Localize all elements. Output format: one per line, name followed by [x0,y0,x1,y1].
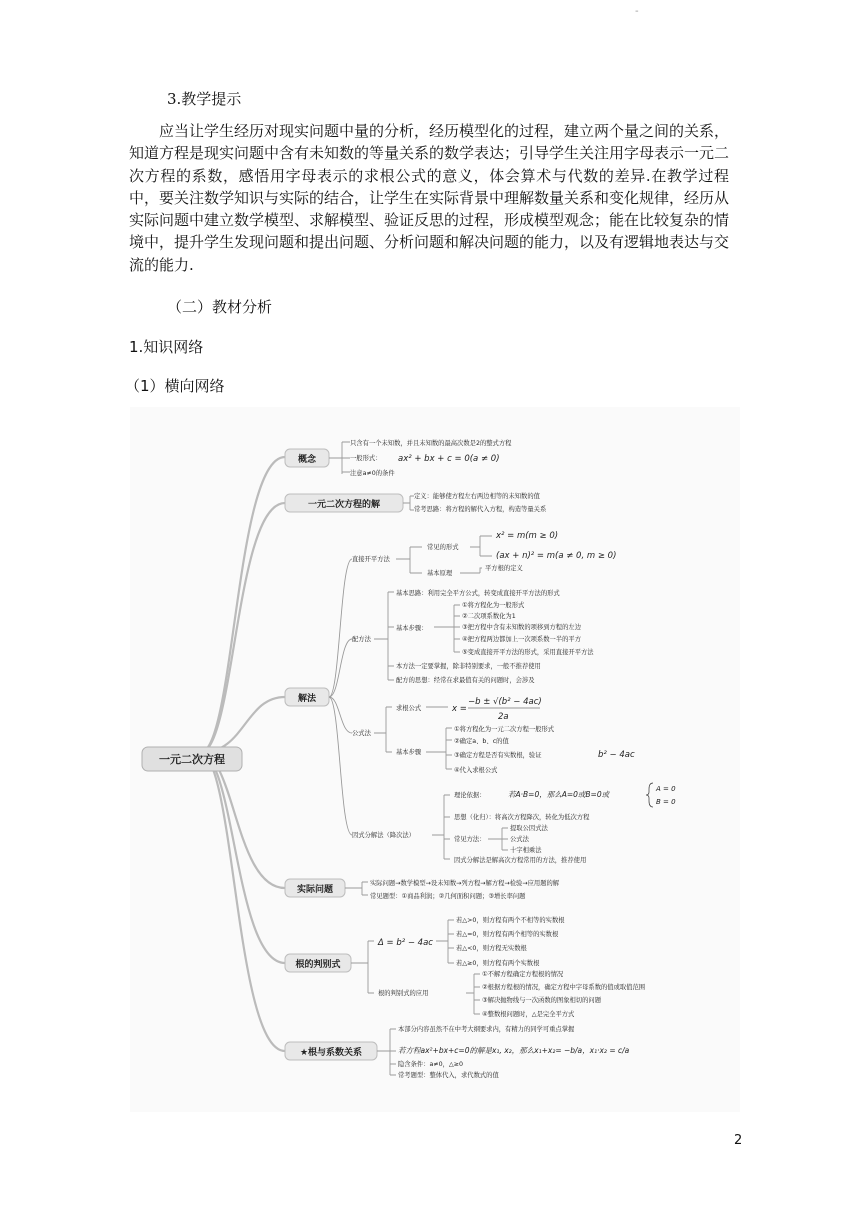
discriminant-case-2: 若△=0，则方程有两个相等的实数根 [456,931,559,938]
practical-process: 实际问题→数学模型→设未知数→列方程→解方程→检验→应用题的解 [370,880,560,887]
direct-basic-principle-label: 基本原理 [427,570,453,577]
node-solving-methods [285,688,329,706]
root-formula-denominator: 2a [498,712,509,722]
completing-step-4: ④把方程两边都加上一次项系数一半的平方 [462,636,581,643]
concept-general-form: ax² + bx + c = 0(a ≠ 0) [398,454,500,464]
factoring-method-1: 提取公因式法 [510,825,548,832]
direct-basic-principle: 平方根的定义 [485,565,523,572]
direct-common-form-label: 常见的形式 [427,544,459,551]
factoring-method: 因式分解法（降次法） [352,832,415,839]
formula-step-4: ④代入求根公式 [454,767,498,774]
formula-steps-label: 基本步骤 [396,749,422,756]
teaching-tips-paragraph: 应当让学生经历对现实问题中量的分析，经历模型化的过程，建立两个量之间的关系，知道方程是现实问题中含有未知数的等量关系的数学表达；引导学生关注用字母表示一元二次方程的系数，感悟用字母表示的求根公式的意义，体会算术与代数的差异.在教学过程中，要关注数学知识与实际的结合，让学生在实际背景中理解数量关系和变化规律，经历从实际问题中建立数学模型、求解模型、验证反思的过程，形成模型观念；能在比较复杂的情境中，提升学生发现问题和提出问题、分析问题和解决问题的能力，以及有逻辑地表达与交流的能力. [129,122,730,274]
direct-form-1: x² = m(m ≥ 0) [496,531,559,541]
discriminant-case-3: 若△<0，则方程无实数根 [456,945,527,952]
factoring-method-2: 公式法 [510,836,529,843]
completing-step-5: ⑤变成直接开平方法的形式，采用直接开平方法 [462,649,594,656]
discriminant-formula: Δ = b² − 4ac [378,938,433,948]
header-mark: - [635,6,639,17]
page-number: 2 [734,1133,743,1148]
direct-form-2: (ax + n)² = m(a ≠ 0, m ≥ 0) [496,551,617,561]
formula-step-2: ②确定a、b、c的值 [454,738,509,745]
discriminant-case-4: 若△≥0，则方程有两个实数根 [456,960,540,967]
vieta-common-types: 常考题型：整体代入，求代数式的值 [398,1072,499,1079]
discriminant-case-1: 若△>0，则方程有两个不相等的实数根 [456,917,565,924]
node-solution-definition [285,494,403,512]
completing-note-2: 配方的思想：经常在求最值有关的问题时，会涉及 [396,677,535,684]
formula-step-3-expression: b² − 4ac [598,750,635,760]
horizontal-network-heading: （1）横向网络 [125,377,225,395]
solution-definition-idea: 常考思路：将方程的解代入方程，构造等量关系 [414,506,547,513]
factoring-case-a: A = 0 [656,785,676,793]
section-heading: 3.教学提示 [167,90,242,108]
formula-step-1: ①将方程化为一元二次方程一般形式 [454,726,555,733]
root-node [142,747,242,771]
concept-note: 注意a≠0的条件 [350,470,395,477]
direct-root-method: 直接开平方法 [352,556,390,563]
completing-step-1: ①将方程化为一般形式 [462,602,525,609]
svg-text:概念: 概念 [297,455,317,465]
node-discriminant [285,954,351,972]
factoring-idea: 思想（化归）：将高次方程降次，转化为低次方程 [454,814,590,821]
completing-steps-label: 基本步骤： [396,625,428,632]
completing-square-method: 配方法 [352,636,371,643]
discriminant-application-1: ①不解方程确定方程根的情况 [482,971,564,978]
completing-step-2: ②二次项系数化为1 [462,613,516,620]
node-practical-problems [285,879,345,897]
discriminant-application-label: 根的判别式的应用 [378,990,429,997]
svg-text:根的判别式: 根的判别式 [295,960,341,970]
root-formula-numerator: −b ± √(b² − 4ac) [468,697,542,707]
svg-text:实际问题: 实际问题 [296,885,334,895]
discriminant-application-4: ④整数根问题时，△是完全平方式 [482,1011,575,1018]
svg-text:一元二次方程: 一元二次方程 [159,753,225,766]
textbook-analysis-heading: （二）教材分析 [167,298,273,316]
vieta-formula: 若方程ax²+bx+c=0的解是x₁, x₂，那么x₁+x₂= −b/a，x₁·x₂ = c/a [398,1046,630,1055]
completing-note-1: 本方法一定要掌握，除非特别要求，一般不推荐使用 [396,663,541,670]
factoring-theory-label: 理论依据： [454,792,486,799]
mind-map-svg [130,407,740,1112]
factoring-theory: 若A·B=0，那么A=0或B=0或 [508,790,610,799]
root-formula-lhs: x = [452,704,467,714]
factoring-method-3: 十字相乘法 [510,847,542,854]
solution-definition-text: 定义：能够使方程左右两边相等的未知数的值 [414,493,540,500]
completing-idea: 基本思路：利用完全平方公式，转变成直接开平方法的形式 [396,590,560,597]
node-vieta-relations [285,1042,377,1060]
svg-text:解法: 解法 [297,694,317,704]
formula-step-3: ③确定方程是否有实数根，验证 [454,752,542,759]
concept-general-form-label: 一般形式： [350,455,382,462]
discriminant-application-2: ②根据方程根的情况，确定方程中字母系数的值或取值范围 [482,984,646,991]
svg-text:一元二次方程的解: 一元二次方程的解 [307,500,381,510]
vieta-implicit-conditions: 隐含条件：a≠0，△≥0 [398,1061,464,1068]
factoring-note: 因式分解法是解高次方程常用的方法，推荐使用 [454,857,587,864]
formula-method: 公式法 [352,730,371,737]
completing-step-3: ③把方程中含有未知数的项移到方程的左边 [462,624,581,631]
knowledge-network-heading: 1.知识网络 [129,338,204,356]
mind-map-figure [130,407,740,1112]
svg-text:★根与系数关系: ★根与系数关系 [299,1048,363,1058]
discriminant-application-3: ③解决抛物线与一次函数的图象相切的问题 [482,997,601,1004]
practical-types: 常见题型：①商品利润；②几何面积问题；③增长率问题 [370,893,526,900]
node-concept [285,449,329,467]
root-formula-label: 求根公式 [396,705,422,712]
vieta-note: 本部分内容虽然不在中考大纲要求内，有精力的同学可重点掌握 [398,1026,575,1033]
factoring-methods-label: 常见方法： [454,836,486,843]
factoring-case-b: B = 0 [656,798,676,806]
concept-definition: 只含有一个未知数，并且未知数的最高次数是2的整式方程 [350,440,512,447]
